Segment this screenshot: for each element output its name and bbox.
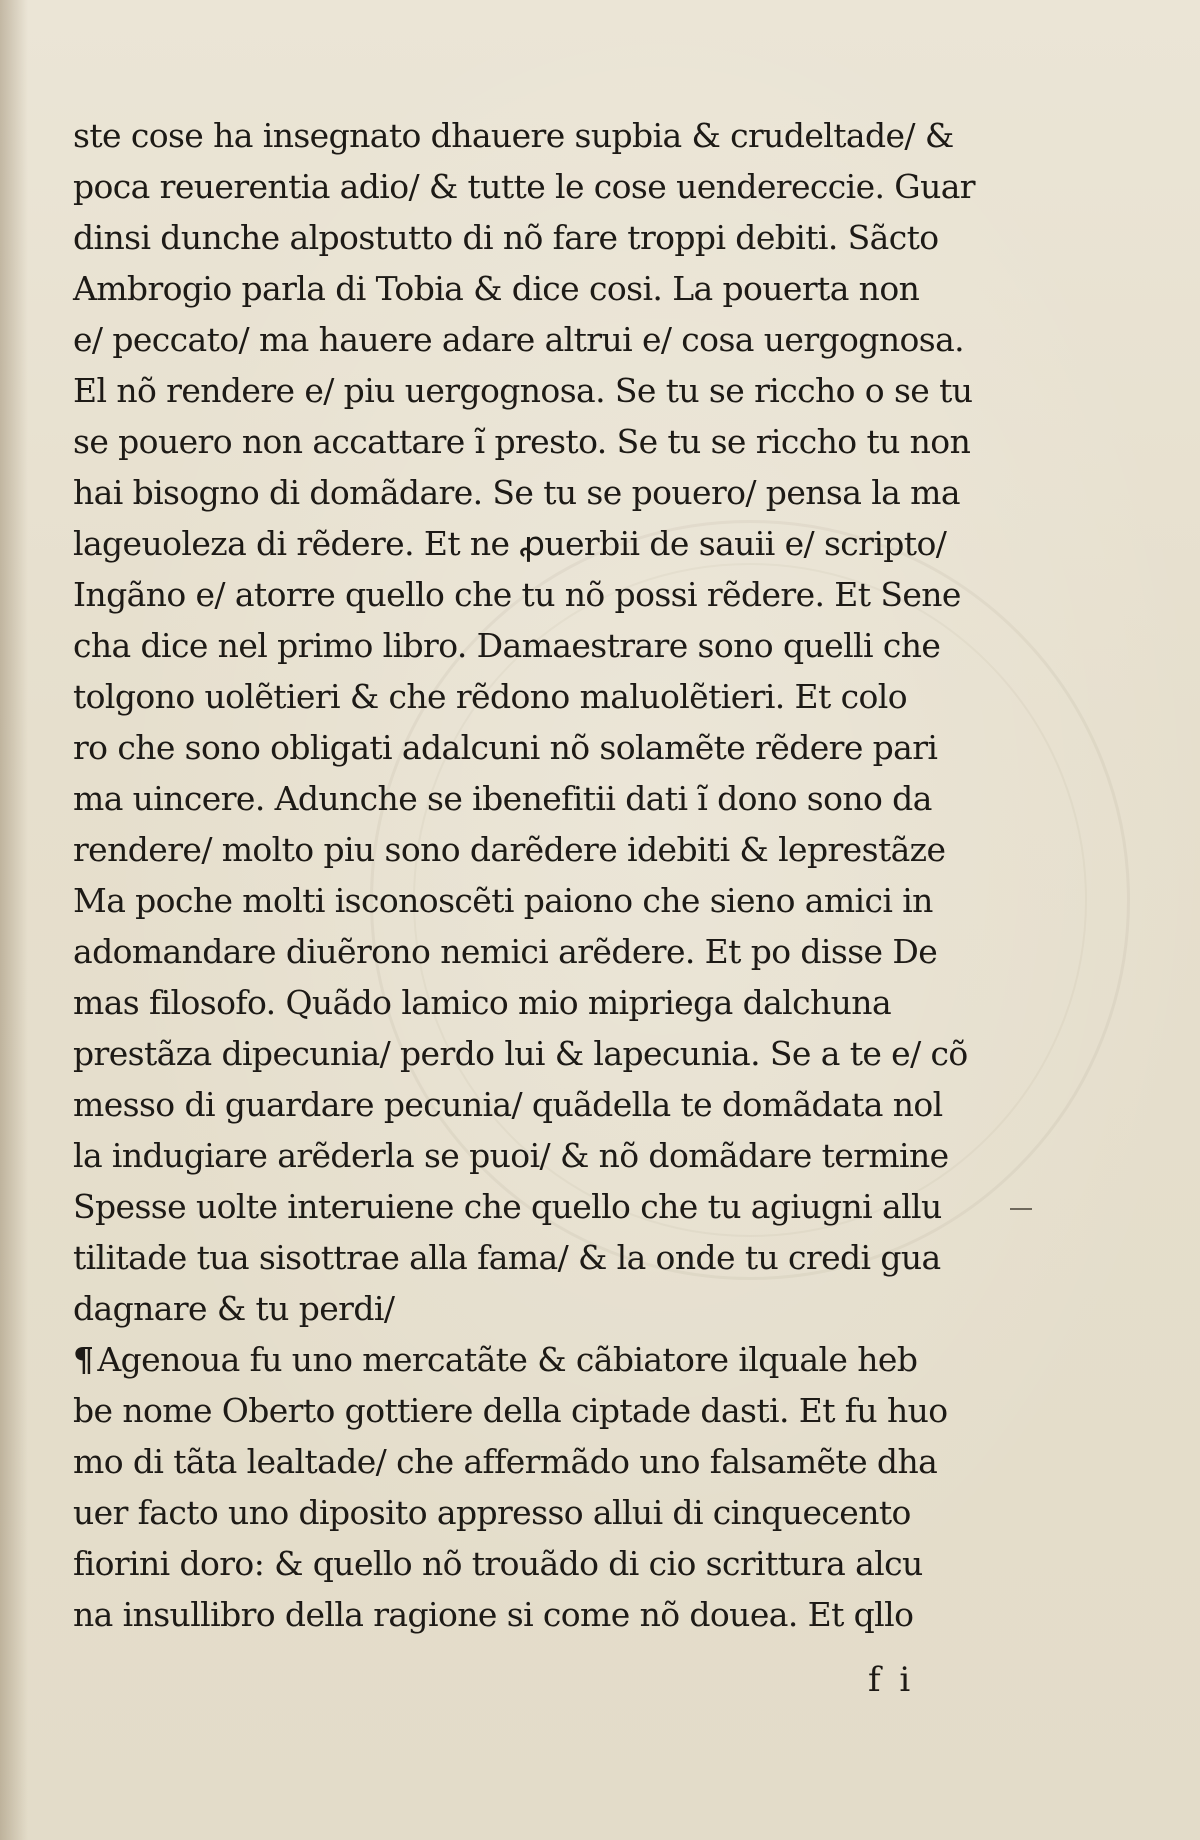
text-line: se pouero non accattare ĩ presto. Se tu se riccho tu non [73,422,971,461]
text-line: prestãza dipecunia/ perdo lui & lapecunia. Se a te e/ cõ [73,1034,968,1073]
text-line: Ambrogio parla di Tobia & dice cosi. La pouerta non [73,269,920,308]
text-line: na insullibro della ragione si come nõ douea. Et qllo [73,1595,914,1634]
text-line: ma uincere. Adunche se ibenefitii dati ĩ dono sono da [73,779,932,818]
text-line: e/ peccato/ ma hauere adare altrui e/ cosa uergognosa. [73,320,965,359]
text-line: hai bisogno di domãdare. Se tu se pouero/ pensa la ma [73,473,960,512]
text-line: tolgono uolẽtieri & che rẽdono maluolẽtieri. Et colo [73,677,907,716]
text-line: la indugiare arẽderla se puoi/ & nõ domãdare termine [73,1136,949,1175]
signature-mark: f i [868,1660,915,1700]
text-line: adomandare diuẽrono nemici arẽdere. Et po disse De [73,932,938,971]
spine-shadow [0,0,28,1840]
text-line: fiorini doro: & quello nõ trouãdo di cio scrittura alcu [73,1544,923,1583]
text-line: dinsi dunche alpostutto di nõ fare troppi debiti. Sãcto [73,218,939,257]
text-line: Agenoua fu uno mercatãte & cãbiatore ilquale heb [97,1340,918,1379]
text-line: poca reuerentia adio/ & tutte le cose uendereccie. Guar [73,167,975,206]
text-line: ste cose ha insegnato dhauere supbia & crudeltade/ & [73,116,954,155]
paragraph-start-line [73,1334,993,1385]
text-line: Ma poche molti isconoscẽti paiono che sieno amici in [73,881,933,920]
text-block [73,110,993,1640]
text-line: uer facto uno diposito appresso allui di cinquecento [73,1493,911,1532]
text-line: Ingãno e/ atorre quello che tu nõ possi rẽdere. Et Sene [73,575,961,614]
margin-dash-mark [1010,1208,1032,1210]
text-line: messo di guardare pecunia/ quãdella te domãdata nol [73,1085,943,1124]
text-line: mas filosofo. Quãdo lamico mio mipriega dalchuna [73,983,892,1022]
pilcrow-mark: ¶ [73,1340,94,1379]
text-line: tilitade tua sisottrae alla fama/ & la onde tu credi gua [73,1238,941,1277]
text-line: be nome Oberto gottiere della ciptade dasti. Et fu huo [73,1391,948,1430]
text-line: mo di tãta lealtade/ che affermãdo uno falsamẽte dha [73,1442,938,1481]
text-line: El nõ rendere e/ piu uergognosa. Se tu se riccho o se tu [73,371,973,410]
text-line: Spesse uolte interuiene che quello che tu agiugni allu [73,1187,942,1226]
text-line: cha dice nel primo libro. Damaestrare sono quelli che [73,626,941,665]
text-line: rendere/ molto piu sono darẽdere idebiti & leprestãze [73,830,946,869]
text-line: lageuoleza di rẽdere. Et ne ꝓuerbii de sauii e/ scripto/ [73,524,947,563]
text-line: dagnare & tu perdi/ [73,1289,395,1328]
text-line: ro che sono obligati adalcuni nõ solamẽte rẽdere pari [73,728,938,767]
